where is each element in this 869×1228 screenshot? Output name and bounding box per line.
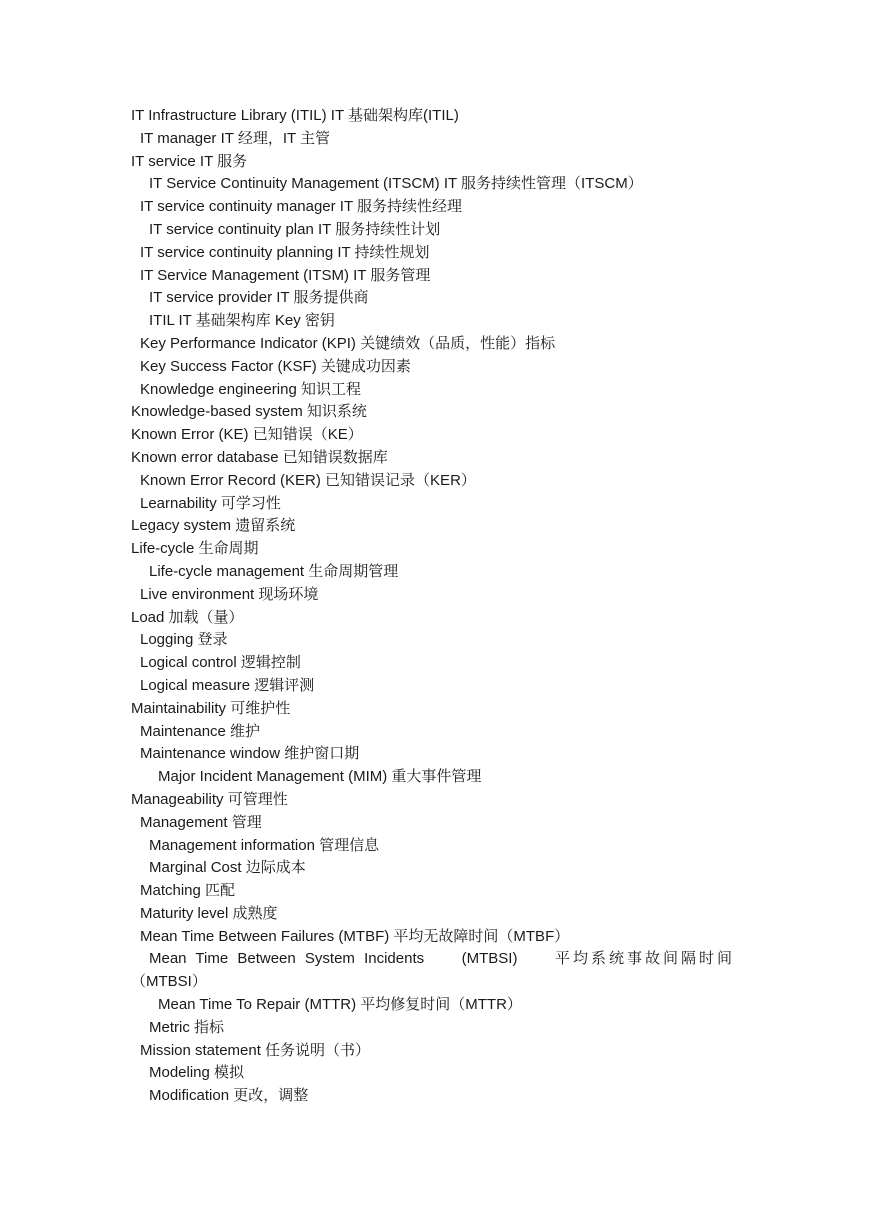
glossary-entry: Legacy system 遗留系统 bbox=[131, 517, 296, 535]
glossary-entry: Load 加载（量） bbox=[131, 608, 244, 626]
glossary-entry: IT service continuity plan IT 服务持续性计划 bbox=[149, 220, 441, 238]
glossary-entry: Manageability 可管理性 bbox=[131, 790, 288, 808]
glossary-entry: Mean Time Between Failures (MTBF) 平均无故障时间（MTBF） bbox=[140, 927, 570, 945]
glossary-entry: Maintenance window 维护窗口期 bbox=[140, 745, 360, 763]
glossary-entry: Key Performance Indicator (KPI) 关键绩效（品质，性能）指标 bbox=[140, 334, 556, 352]
glossary-entry: Modification 更改，调整 bbox=[149, 1087, 309, 1105]
glossary-entry: Logging 登录 bbox=[140, 631, 228, 649]
glossary-entry: Mean Time To Repair (MTTR) 平均修复时间（MTTR） bbox=[158, 996, 522, 1014]
glossary-entry-mtbsi bbox=[131, 948, 751, 971]
glossary-translation: 平均系统事故间隔时间 bbox=[554, 950, 735, 968]
glossary-entry: Management 管理 bbox=[140, 813, 262, 831]
glossary-entry: Knowledge-based system 知识系统 bbox=[131, 403, 367, 421]
glossary-entries bbox=[131, 105, 751, 948]
glossary-term: Mean Time Between System Incidents bbox=[149, 950, 425, 968]
glossary-abbreviation: (MTBSI) bbox=[461, 950, 518, 968]
glossary-entry: Matching 匹配 bbox=[140, 882, 236, 900]
glossary-entry: Life-cycle management 生命周期管理 bbox=[149, 562, 399, 580]
glossary-entry: IT Infrastructure Library (ITIL) IT 基础架构库(ITIL) bbox=[131, 107, 459, 124]
glossary-entry: Maturity level 成熟度 bbox=[140, 904, 278, 922]
glossary-entry: Knowledge engineering 知识工程 bbox=[140, 380, 361, 398]
glossary-entry: Logical control 逻辑控制 bbox=[140, 654, 301, 672]
glossary-entry: IT service provider IT 服务提供商 bbox=[149, 289, 369, 307]
glossary-entry: Life-cycle 生命周期 bbox=[131, 540, 259, 558]
glossary-entry: Maintainability 可维护性 bbox=[131, 699, 291, 717]
glossary-entry: IT Service Continuity Management (ITSCM) IT 服务持续性管理（ITSCM） bbox=[149, 175, 643, 193]
glossary-entry: IT service IT 服务 bbox=[131, 152, 248, 170]
glossary-entries-after bbox=[131, 994, 751, 1108]
glossary-entry: Marginal Cost 边际成本 bbox=[149, 859, 306, 877]
glossary-entry: Live environment 现场环境 bbox=[140, 585, 319, 603]
glossary-entry: IT service continuity manager IT 服务持续性经理 bbox=[140, 198, 463, 216]
glossary-entry: Management information 管理信息 bbox=[149, 836, 380, 854]
glossary-entry: Known Error (KE) 已知错误（KE） bbox=[131, 426, 363, 444]
glossary-entry: Known Error Record (KER) 已知错误记录（KER） bbox=[140, 471, 476, 489]
glossary-entry: Modeling 模拟 bbox=[149, 1064, 245, 1082]
glossary-entry: Logical measure 逻辑评测 bbox=[140, 676, 315, 694]
glossary-entry: Major Incident Management (MIM) 重大事件管理 bbox=[158, 768, 482, 786]
glossary-entry: IT manager IT 经理，IT 主管 bbox=[140, 129, 331, 147]
glossary-entry: Mission statement 任务说明（书） bbox=[140, 1041, 371, 1059]
glossary-entry: IT service continuity planning IT 持续性规划 bbox=[140, 243, 430, 261]
glossary-entry: Learnability 可学习性 bbox=[140, 494, 281, 512]
glossary-entry-continuation: （MTBSI） bbox=[131, 973, 207, 991]
glossary-entry: Key Success Factor (KSF) 关键成功因素 bbox=[140, 357, 411, 375]
glossary-entry: ITIL IT 基础架构库 Key 密钥 bbox=[149, 312, 335, 330]
glossary-entry: Known error database 已知错误数据库 bbox=[131, 448, 388, 466]
glossary-list bbox=[131, 105, 751, 1108]
glossary-entry: IT Service Management (ITSM) IT 服务管理 bbox=[140, 266, 431, 284]
glossary-entry: Metric 指标 bbox=[149, 1018, 225, 1036]
glossary-entry: Maintenance 维护 bbox=[140, 722, 261, 740]
